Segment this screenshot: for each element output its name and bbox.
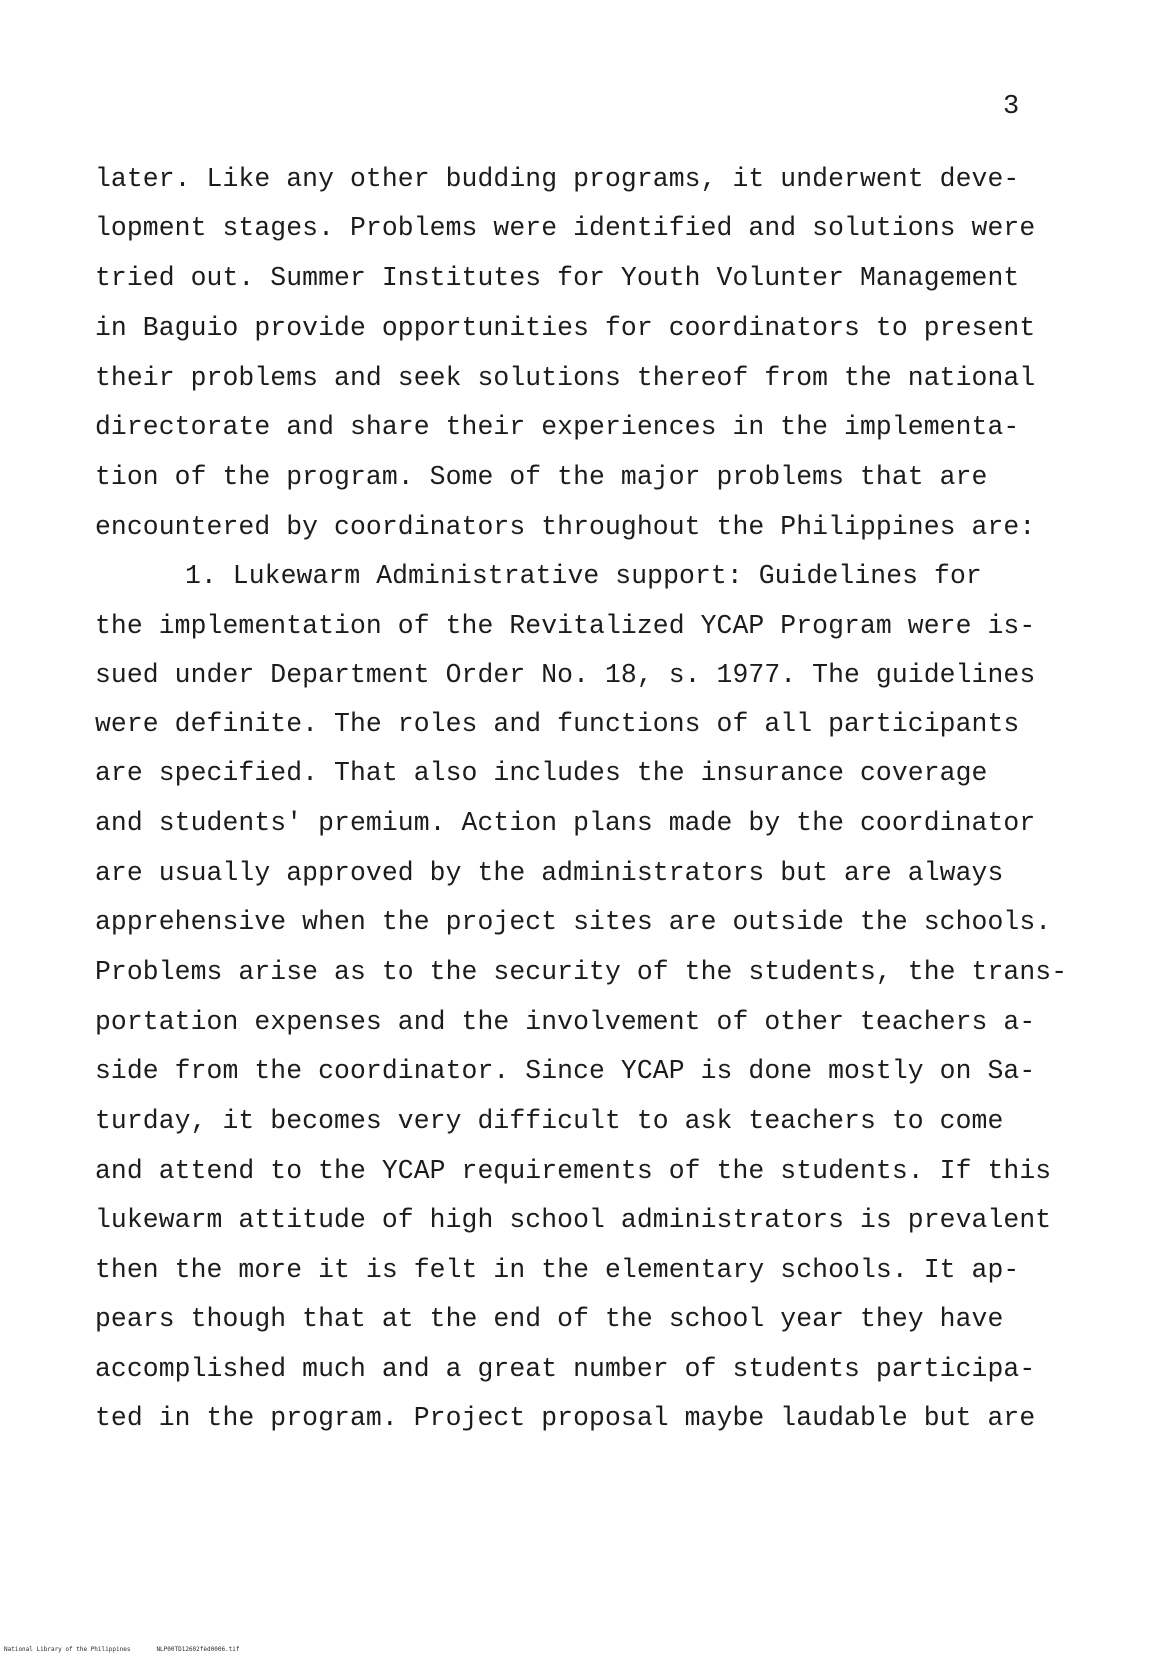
text-line: lopment stages. Problems were identified and solutions were <box>95 213 1036 243</box>
text-line: and attend to the YCAP requirements of the students. If this <box>95 1156 1052 1186</box>
text-line: tion of the program. Some of the major problems that are <box>95 462 988 492</box>
text-line: and students' premium. Action plans made by the coordinator <box>95 808 1036 838</box>
footer-library: National Library of the Philippines <box>4 1646 131 1653</box>
text-line: their problems and seek solutions thereof from the national <box>95 363 1036 393</box>
text-line: 1. Lukewarm Administrative support: Guidelines for <box>185 561 982 591</box>
text-line: directorate and share their experiences in the implementa- <box>95 412 1020 442</box>
text-line: Problems arise as to the security of the students, the trans- <box>95 957 1068 987</box>
text-line: tried out. Summer Institutes for Youth Volunter Management <box>95 263 1020 293</box>
footer-file: NLP00TD12602fèd0006.tif <box>156 1646 240 1653</box>
text-line: the implementation of the Revitalized YCAP Program were is- <box>95 611 1036 641</box>
text-line: portation expenses and the involvement of other teachers a- <box>95 1007 1036 1037</box>
scan-footer <box>4 1646 266 1654</box>
text-line: ted in the program. Project proposal maybe laudable but are <box>95 1403 1036 1433</box>
text-line: pears though that at the end of the school year they have <box>95 1304 1004 1334</box>
text-line: encountered by coordinators throughout the Philippines are: <box>95 512 1036 542</box>
page-number: 3 <box>1003 92 1020 122</box>
text-line: were definite. The roles and functions of all participants <box>95 709 1020 739</box>
text-line: accomplished much and a great number of students participa- <box>95 1354 1036 1384</box>
text-line: are usually approved by the administrators but are always <box>95 858 1004 888</box>
text-line: turday, it becomes very difficult to ask teachers to come <box>95 1106 1004 1136</box>
text-line: side from the coordinator. Since YCAP is done mostly on Sa- <box>95 1056 1036 1086</box>
text-line: lukewarm attitude of high school administrators is prevalent <box>95 1205 1052 1235</box>
text-line: then the more it is felt in the elementary schools. It ap- <box>95 1255 1020 1285</box>
text-line: later. Like any other budding programs, it underwent deve- <box>95 164 1020 194</box>
text-line: sued under Department Order No. 18, s. 1977. The guidelines <box>95 660 1036 690</box>
text-line: in Baguio provide opportunities for coordinators to present <box>95 313 1036 343</box>
text-line: apprehensive when the project sites are outside the schools. <box>95 907 1052 937</box>
text-line: are specified. That also includes the insurance coverage <box>95 758 988 788</box>
